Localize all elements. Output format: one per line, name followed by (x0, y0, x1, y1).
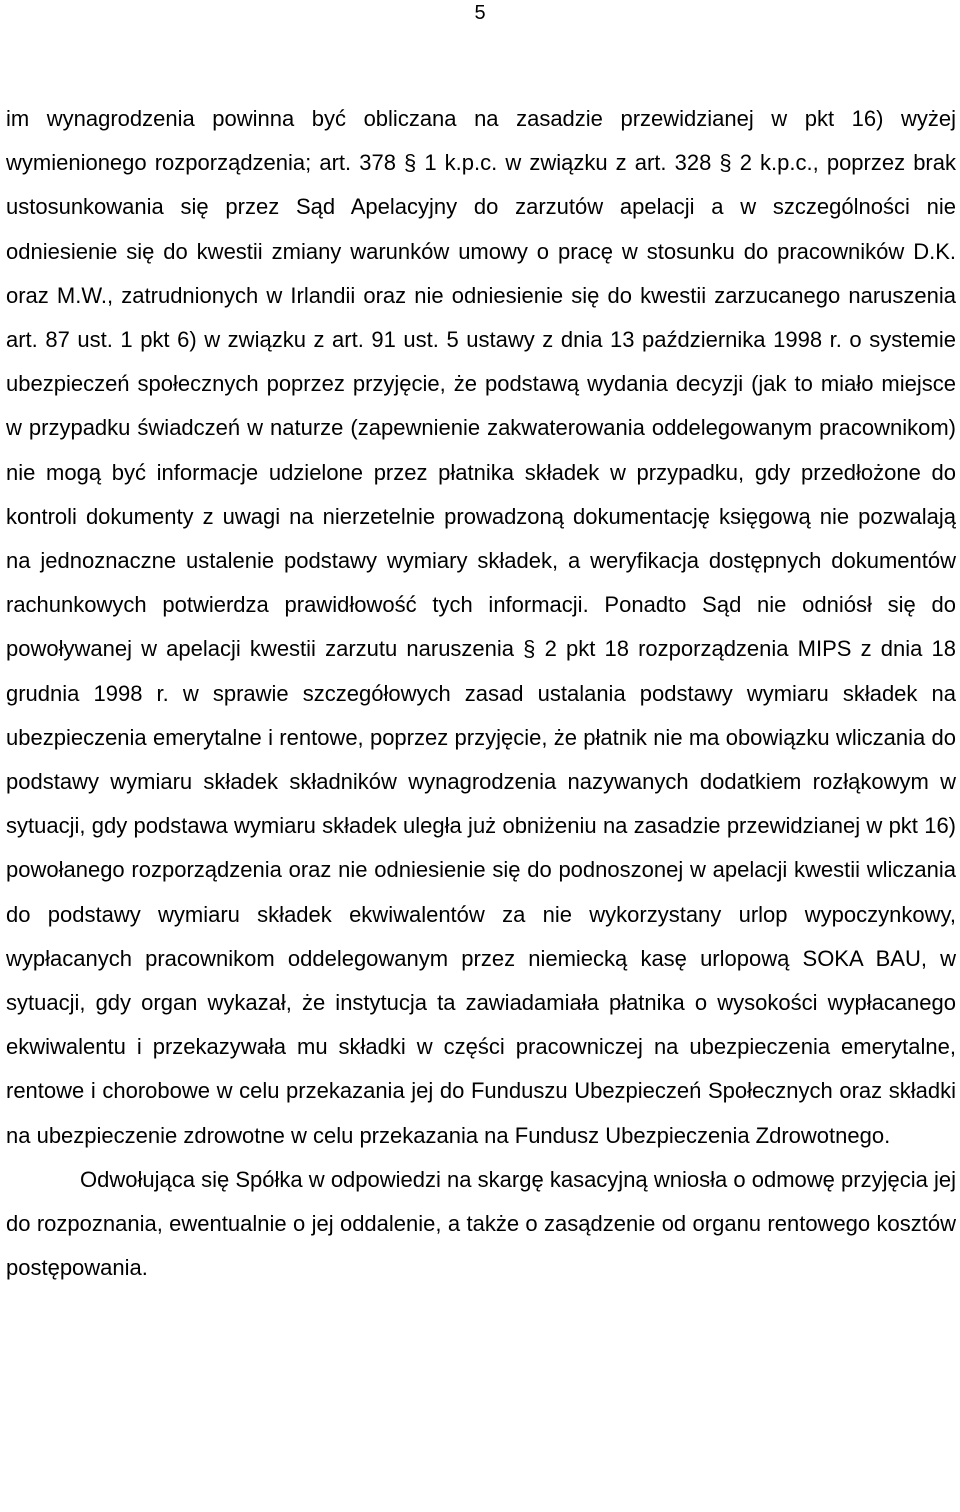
paragraph-1: im wynagrodzenia powinna być obliczana na zasadzie przewidzianej w pkt 16) wyżej wymienionego rozporządzenia; art. 378 § 1 k.p.c. w związku z art. 328 § 2 k.p.c., poprzez brak ustosunkowania się przez Sąd Apelacyjny do zarzutów apelacji a w szczególności nie odniesienie się do kwestii zmiany warunków umowy o pracę w stosunku do pracowników D.K. oraz M.W., zatrudnionych w Irlandii oraz nie odniesienie się do kwestii zarzucanego naruszenia art. 87 ust. 1 pkt 6) w związku z art. 91 ust. 5 ustawy z dnia 13 października 1998 r. o systemie ubezpieczeń społecznych poprzez przyjęcie, że podstawą wydania decyzji (jak to miało miejsce w przypadku świadczeń w naturze (zapewnienie zakwaterowania oddelegowanym pracownikom) nie mogą być informacje udzielone przez płatnika składek w przypadku, gdy przedłożone do kontroli dokumenty z uwagi na nierzetelnie prowadzoną dokumentację księgową nie pozwalają na jednoznaczne ustalenie podstawy wymiary składek, a weryfikacja dostępnych dokumentów rachunkowych potwierdza prawidłowość tych informacji. Ponadto Sąd nie odniósł się do powoływanej w apelacji kwestii zarzutu naruszenia § 2 pkt 18 rozporządzenia MIPS z dnia 18 grudnia 1998 r. w sprawie szczegółowych zasad ustalania podstawy wymiaru składek na ubezpieczenia emerytalne i rentowe, poprzez przyjęcie, że płatnik nie ma obowiązku wliczania do podstawy wymiaru składek składników wynagrodzenia nazywanych dodatkiem rozłąkowym w sytuacji, gdy podstawa wymiaru składek uległa już obniżeniu na zasadzie przewidzianej w pkt 16) powołanego rozporządzenia oraz nie odniesienie się do podnoszonej w apelacji kwestii wliczania do podstawy wymiaru składek ekwiwalentów za nie wykorzystany urlop wypoczynkowy, wypłacanych pracownikom oddelegowanym przez niemiecką kasę urlopową SOKA BAU, w sytuacji, gdy organ wykazał, że instytucja ta zawiadamiała płatnika o wysokości wypłacanego ekwiwalentu i przekazywała mu składki w części pracowniczej na ubezpieczenia emerytalne, rentowe i chorobowe w celu przekazania jej do Funduszu Ubezpieczeń Społecznych oraz składki na ubezpieczenie zdrowotne w celu przekazania na Fundusz Ubezpieczenia Zdrowotnego. (6, 106, 956, 1148)
page-number: 5 (474, 2, 486, 24)
paragraph-2: Odwołująca się Spółka w odpowiedzi na skargę kasacyjną wniosła o odmowę przyjęcia jej do rozpoznania, ewentualnie o jej oddalenie, a także o zasądzenie od organu rentowego kosztów postępowania. (6, 1166, 956, 1281)
document-body (6, 97, 956, 1290)
